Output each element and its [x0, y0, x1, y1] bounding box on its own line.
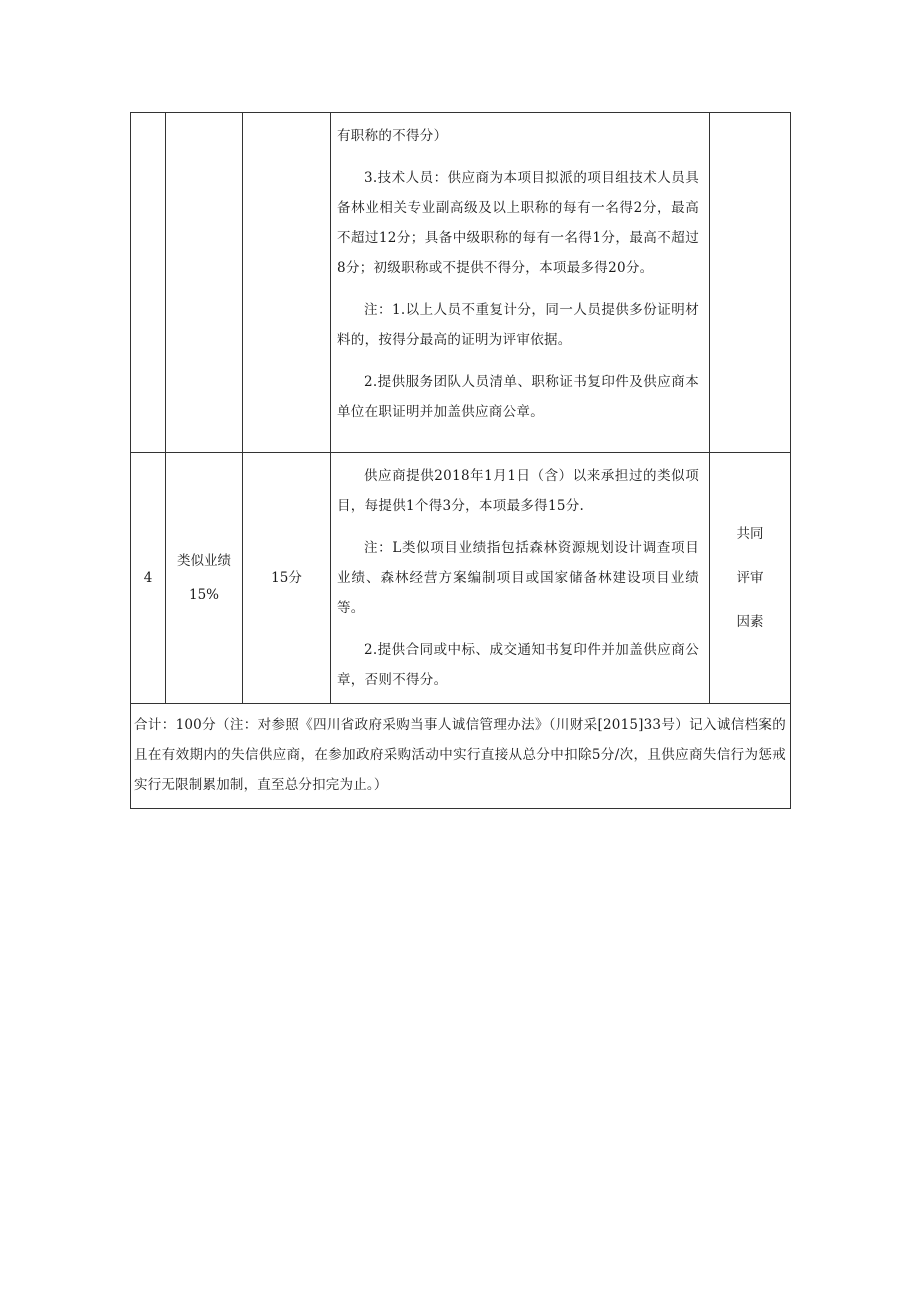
- review-type-line: 因素: [736, 614, 764, 630]
- item-name: 类似业绩: [177, 553, 231, 569]
- criteria-paragraph: 供应商提供2018年1月1日（含）以来承担过的类似项目，每提供1个得3分，本项最多得15分.: [337, 468, 699, 514]
- review-type-line: 评审: [736, 570, 764, 586]
- item-cell: [166, 453, 243, 704]
- criteria-note: 注：L类似项目业绩指包括森林资源规划设计调查项目业绩、森林经营方案编制项目或国家储备林建设项目业绩等。: [337, 540, 699, 616]
- row-number-cell: 4: [131, 453, 166, 704]
- criteria-cell: [331, 453, 710, 704]
- scoring-table: [130, 112, 791, 809]
- item-cell: [166, 113, 243, 453]
- criteria-note: 2.提供服务团队人员清单、职称证书复印件及供应商本单位在职证明并加盖供应商公章。: [337, 374, 699, 420]
- criteria-cell: [331, 113, 710, 453]
- score-cell: 15分: [243, 453, 331, 704]
- review-type-cell: [710, 453, 791, 704]
- score-cell: [243, 113, 331, 453]
- item-weight: 15%: [188, 587, 219, 603]
- criteria-paragraph: 3.技术人员：供应商为本项目拟派的项目组技术人员具备林业相关专业副高级及以上职称的每有一名得2分，最高不超过12分；具备中级职称的每有一名得1分，最高不超过8分；初级职称或不提供不得分，本项最多得20分。: [337, 170, 699, 276]
- review-type-cell: [710, 113, 791, 453]
- table-row: [131, 453, 791, 704]
- table-row: [131, 113, 791, 453]
- table-row-total: [131, 704, 791, 809]
- total-cell: 合计：100分（注：对参照《四川省政府采购当事人诚信管理办法》（川财采[2015]33号）记入诚信档案的且在有效期内的失信供应商，在参加政府采购活动中实行直接从总分中扣除5分/次，且供应商失信行为惩戒实行无限制累加制，直至总分扣完为止。）: [131, 704, 791, 809]
- criteria-paragraph: 有职称的不得分）: [337, 128, 448, 144]
- criteria-note: 注：1.以上人员不重复计分，同一人员提供多份证明材料的，按得分最高的证明为评审依据。: [337, 302, 699, 348]
- criteria-note: 2.提供合同或中标、成交通知书复印件并加盖供应商公章，否则不得分。: [337, 642, 699, 688]
- review-type-line: 共同: [736, 526, 764, 542]
- row-number-cell: [131, 113, 166, 453]
